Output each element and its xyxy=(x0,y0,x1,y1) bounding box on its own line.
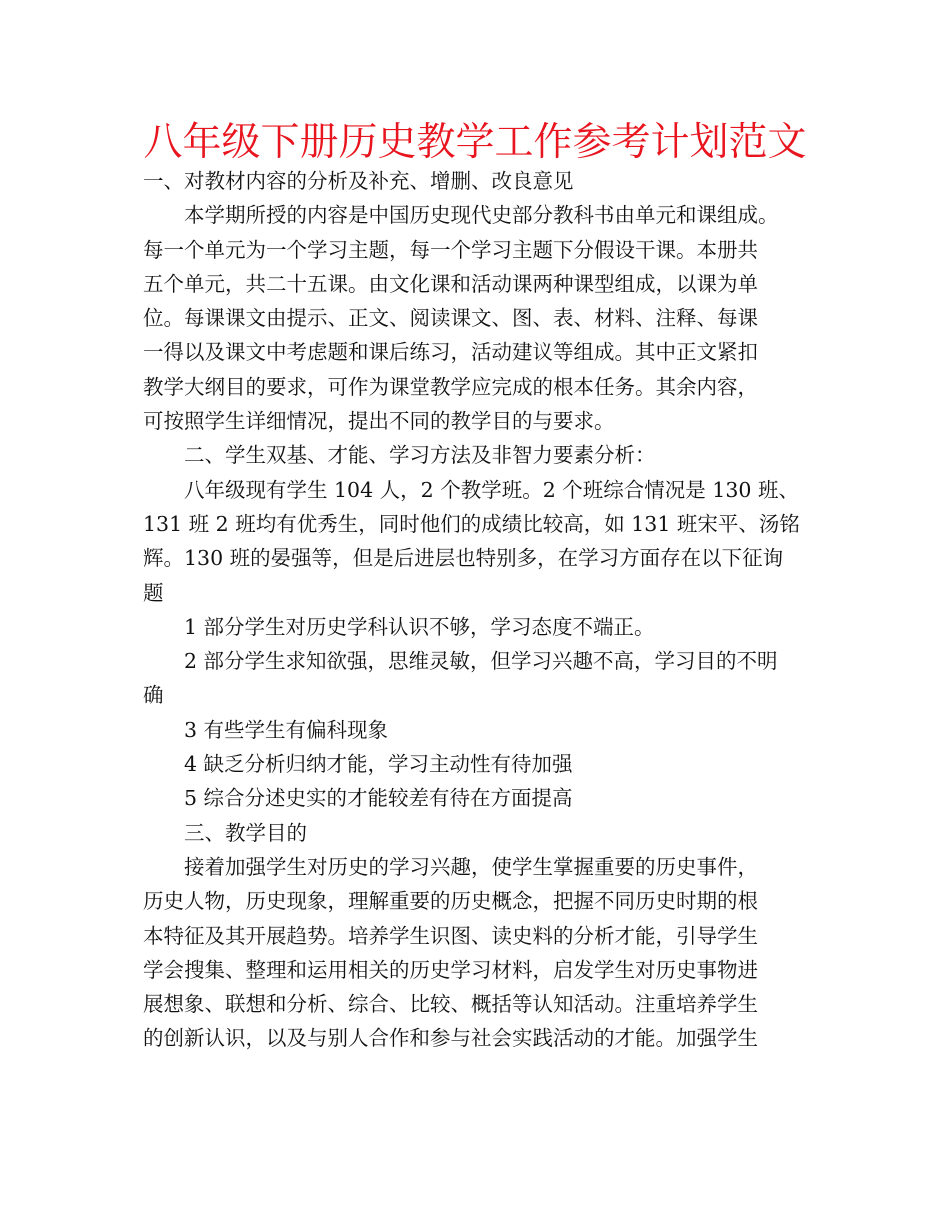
text-line: 二、学生双基、才能、学习方法及非智力要素分析： xyxy=(184,443,656,468)
text-line: 教学大纲目的要求，可作为课堂教学应完成的根本任务。其余内容， xyxy=(143,374,758,399)
text-line: 学会搜集、整理和运用相关的历史学习材料，启发学生对历史事物进 xyxy=(143,957,758,982)
text-line: 3 有些学生有偏科现象 xyxy=(184,717,389,742)
document-title: 八年级下册历史教学工作参考计划范文 xyxy=(143,120,807,165)
text-line: 位。每课课文由提示、正文、阅读课文、图、表、材料、注释、每课 xyxy=(143,306,758,331)
text-line: 131 班 2 班均有优秀生，同时他们的成绩比较高，如 131 班宋平、汤铭 xyxy=(143,511,800,536)
text-line: 历史人物，历史现象，理解重要的历史概念，把握不同历史时期的根 xyxy=(143,889,758,914)
text-line: 1 部分学生对历史学科认识不够，学习态度不端正。 xyxy=(184,614,655,639)
text-line: 5 综合分述史实的才能较差有待在方面提高 xyxy=(184,786,573,811)
text-line: 五个单元，共二十五课。由文化课和活动课两种课型组成，以课为单 xyxy=(143,271,758,296)
document-body xyxy=(143,164,813,1056)
text-line: 三、教学目的 xyxy=(184,820,307,845)
text-line: 本学期所授的内容是中国历史现代史部分教科书由单元和课组成。 xyxy=(184,203,779,228)
text-line: 2 部分学生求知欲强，思维灵敏，但学习兴趣不高，学习目的不明 xyxy=(184,649,778,674)
text-line: 一、对教材内容的分析及补充、增删、改良意见 xyxy=(143,169,574,193)
text-line: 题 xyxy=(143,580,164,605)
text-line: 确 xyxy=(143,683,164,708)
text-line: 一得以及课文中考虑题和课后练习，活动建议等组成。其中正文紧扣 xyxy=(143,340,758,365)
text-line: 展想象、联想和分析、综合、比较、概括等认知活动。注重培养学生 xyxy=(143,992,758,1017)
text-line: 4 缺乏分析归纳才能，学习主动性有待加强 xyxy=(184,752,573,777)
text-line: 可按照学生详细情况，提出不同的教学目的与要求。 xyxy=(143,409,615,434)
text-line: 每一个单元为一个学习主题，每一个学习主题下分假设干课。本册共 xyxy=(143,237,758,262)
text-line: 接着加强学生对历史的学习兴趣，使学生掌握重要的历史事件， xyxy=(184,854,758,879)
text-line: 辉。130 班的晏强等，但是后进层也特别多，在学习方面存在以下征询 xyxy=(143,546,784,571)
text-line: 的创新认识，以及与别人合作和参与社会实践活动的才能。加强学生 xyxy=(143,1026,758,1051)
text-line: 八年级现有学生 104 人，2 个教学班。2 个班综合情况是 130 班、 xyxy=(184,477,799,502)
text-line: 本特征及其开展趋势。培养学生识图、读史料的分析才能，引导学生 xyxy=(143,923,758,948)
